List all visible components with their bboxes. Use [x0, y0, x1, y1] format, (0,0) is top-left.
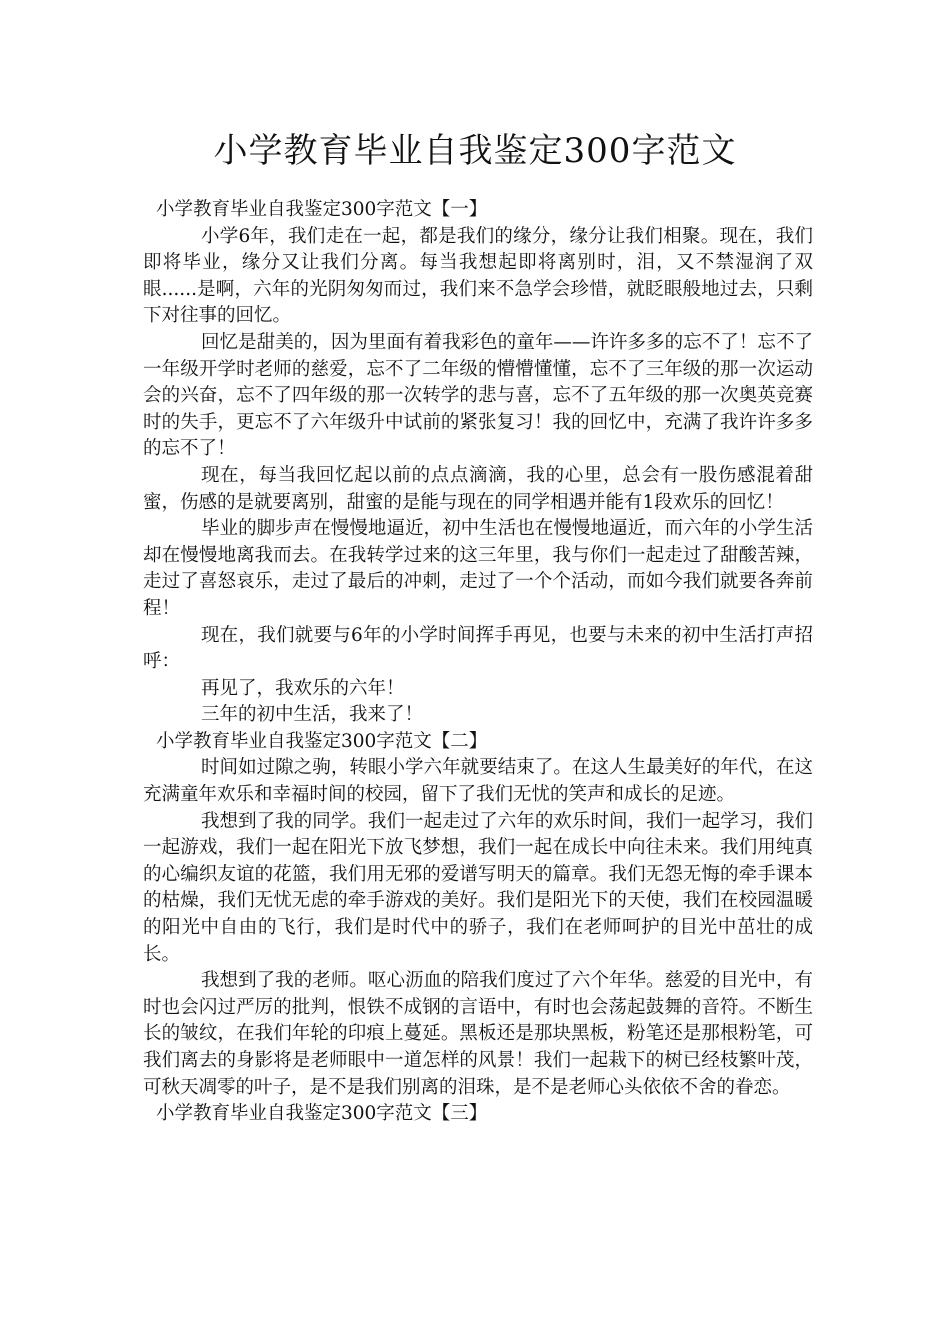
paragraph: 回忆是甜美的，因为里面有着我彩色的童年——许许多多的忘不了！忘不了一年级开学时老师的慈爱，忘不了二年级的懵懵懂懂，忘不了三年级的那一次运动会的兴奋，忘不了四年级的那一次转学的悲与喜，忘不了五年级的那一次奥英竞赛时的失手，更忘不了六年级升中试前的紧张复习！我的回忆中，充满了我许许多多的忘不了！	[143, 331, 813, 460]
paragraph: 我想到了我的同学。我们一起走过了六年的欢乐时间，我们一起学习，我们一起游戏，我们一起在阳光下放飞梦想，我们一起在成长中向往未来。我们用纯真的心编织友谊的花篮，我们用无邪的爱谱写明天的篇章。我们无怨无悔的牵手课本的枯燥，我们无忧无虑的牵手游戏的美好。我们是阳光下的天使，我们在校园温暖的阳光中自由的飞行，我们是时代中的骄子，我们在老师呵护的目光中茁壮的成长。	[143, 810, 813, 965]
section-heading: 小学教育毕业自我鉴定300字范文【三】	[156, 1103, 488, 1125]
paragraph: 毕业的脚步声在慢慢地逼近，初中生活也在慢慢地逼近，而六年的小学生活却在慢慢地离我而去。在我转学过来的这三年里，我与你们一起走过了甜酸苦辣，走过了喜怒哀乐，走过了最后的冲刺，走过了一个个活动，而如今我们就要各奔前程！	[143, 518, 813, 619]
paragraph: 小学6年，我们走在一起，都是我们的缘分，缘分让我们相聚。现在，我们即将毕业，缘分又让我们分离。每当我想起即将离别时，泪，又不禁湿润了双眼......是啊，六年的光阴匆匆而过，我们来不急学会珍惜，就眨眼般地过去，只剩下对往事的回忆。	[143, 225, 813, 327]
document-body	[143, 197, 813, 1128]
paragraph: 三年的初中生活，我来了！	[201, 704, 424, 726]
section-heading: 小学教育毕业自我鉴定300字范文【一】	[156, 199, 488, 220]
paragraph: 现在，每当我回忆起以前的点点滴滴，我的心里，总会有一股伤感混着甜蜜，伤感的是就要离别，甜蜜的是能与现在的同学相遇并能有1段欢乐的回忆！	[143, 464, 813, 513]
section-1	[143, 197, 813, 729]
section-heading: 小学教育毕业自我鉴定300字范文【二】	[156, 730, 488, 752]
paragraph: 再见了，我欢乐的六年！	[201, 677, 405, 699]
section-2	[143, 729, 813, 1101]
paragraph: 我想到了我的老师。呕心沥血的陪我们度过了六个年华。慈爱的目光中，有时也会闪过严厉的批判，恨铁不成钢的言语中，有时也会荡起鼓舞的音符。不断生长的皱纹，在我们年轮的印痕上蔓延。黑板还是那块黑板，粉笔还是那根粉笔，可我们离去的身影将是老师眼中一道怎样的风景！我们一起栽下的树已经枝繁叶茂，可秋天凋零的叶子，是不是我们别离的泪珠，是不是老师心头依依不舍的眷恋。	[143, 970, 813, 1098]
paragraph: 时间如过隙之驹，转眼小学六年就要结束了。在这人生最美好的年代，在这充满童年欢乐和幸福时间的校园，留下了我们无忧的笑声和成长的足迹。	[143, 757, 813, 806]
section-3	[143, 1101, 813, 1128]
paragraph: 现在，我们就要与6年的小学时间挥手再见，也要与未来的初中生活打声招呼：	[143, 624, 813, 673]
document-title: 小学教育毕业自我鉴定300字范文	[213, 131, 737, 171]
